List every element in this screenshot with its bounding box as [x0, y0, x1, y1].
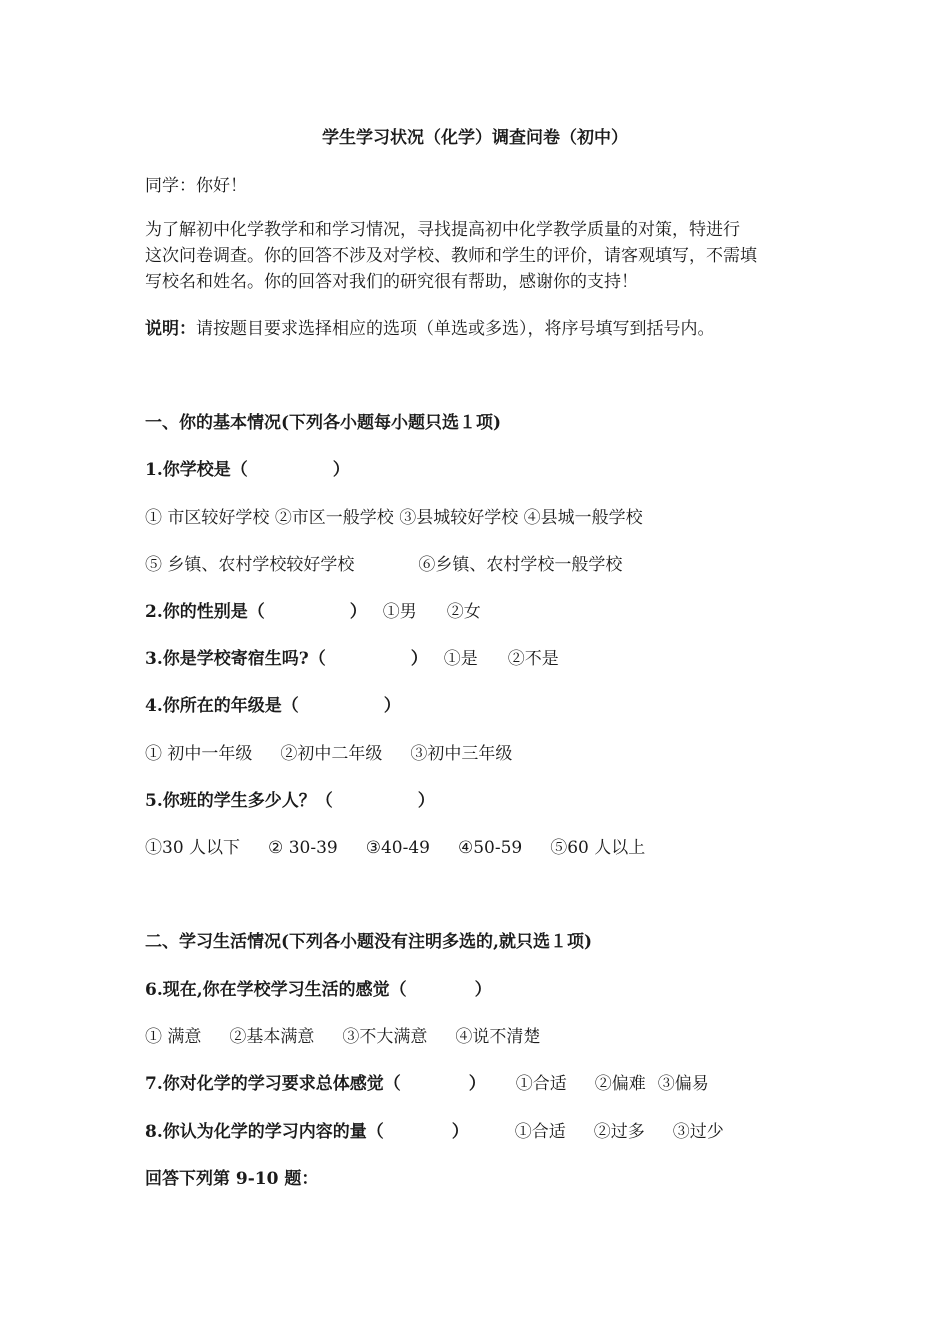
- q6-option-1: ① 满意: [145, 1027, 202, 1047]
- question-6-options: [145, 1025, 540, 1049]
- q5-option-5: ⑤60 人以上: [550, 838, 646, 858]
- q7-option-1: ①合适: [515, 1074, 567, 1094]
- q5-option-1: ①30 人以下: [145, 838, 241, 858]
- q5-option-2: ② 30-39: [268, 838, 338, 858]
- q6-option-3: ③不大满意: [342, 1027, 428, 1047]
- q1-option-1: ① 市区较好学校: [145, 508, 270, 528]
- q6-option-2: ②基本满意: [229, 1027, 315, 1047]
- q8-option-1: ①合适: [514, 1122, 566, 1142]
- question-4-options: [145, 742, 512, 766]
- question-1-options-row-1: [145, 506, 643, 530]
- q4-option-1: ① 初中一年级: [145, 744, 253, 764]
- intro-line-2: 这次问卷调查。你的回答不涉及对学校、教师和学生的评价，请客观填写，不需填: [145, 246, 757, 266]
- question-7-row: [145, 1072, 709, 1096]
- q1-option-3: ③县城较好学校: [399, 508, 519, 528]
- document-title: 学生学习状况（化学）调查问卷（初中）: [322, 128, 628, 148]
- q2-option-1: ①男: [382, 602, 417, 622]
- greeting: 同学：你好！: [145, 176, 247, 196]
- question-4: 4.你所在的年级是（ ）: [145, 696, 401, 716]
- question-8: 8.你认为化学的学习内容的量（ ）: [145, 1122, 469, 1142]
- q1-option-6: ⑥乡镇、农村学校一般学校: [418, 555, 623, 575]
- instructions-text: 请按题目要求选择相应的选项（单选或多选），将序号填写到括号内。: [196, 319, 715, 339]
- question-2: 2.你的性别是（ ）: [145, 602, 367, 622]
- question-1: 1.你学校是（ ）: [145, 460, 350, 480]
- question-1-options-row-2: [145, 553, 622, 577]
- q4-option-3: ③初中三年级: [410, 744, 513, 764]
- question-3-row: [145, 647, 559, 671]
- question-5-options: [145, 836, 645, 860]
- q4-option-2: ②初中二年级: [280, 744, 383, 764]
- q8-option-2: ②过多: [593, 1122, 645, 1142]
- intro-line-1: 为了解初中化学教学和和学习情况，寻找提高初中化学教学质量的对策，特进行: [145, 220, 740, 240]
- q8-option-3: ③过少: [672, 1122, 724, 1142]
- q5-option-4: ④50-59: [457, 838, 523, 858]
- intro-line-3: 写校名和姓名。你的回答对我们的研究很有帮助，感谢你的支持！: [145, 272, 638, 292]
- instructions-label: 说明：: [145, 319, 196, 339]
- q6-option-4: ④说不清楚: [455, 1027, 541, 1047]
- question-6: 6.现在,你在学校学习生活的感觉（ ）: [145, 980, 492, 1000]
- q1-option-2: ②市区一般学校: [274, 508, 394, 528]
- q2-option-2: ②女: [446, 602, 481, 622]
- q5-option-3: ③40-49: [365, 838, 430, 858]
- question-5: 5.你班的学生多少人？（ ）: [145, 791, 435, 811]
- question-2-row: [145, 600, 481, 624]
- q7-option-3: ③偏易: [657, 1074, 709, 1094]
- section-1-heading: 一、你的基本情况(下列各小题每小题只选１项): [145, 413, 502, 433]
- q3-option-1: ①是: [443, 649, 478, 669]
- question-7: 7.你对化学的学习要求总体感觉（ ）: [145, 1074, 486, 1094]
- question-8-row: [145, 1120, 724, 1144]
- section-2-heading: 二、学习生活情况(下列各小题没有注明多选的,就只选１项): [145, 932, 593, 952]
- q3-option-2: ②不是: [507, 649, 559, 669]
- questions-9-10-intro: 回答下列第 9-10 题：: [145, 1169, 319, 1189]
- instructions: [145, 317, 715, 341]
- question-3: 3.你是学校寄宿生吗?（ ）: [145, 649, 428, 669]
- q1-option-4: ④县城一般学校: [523, 508, 643, 528]
- q1-option-5: ⑤ 乡镇、农村学校较好学校: [145, 555, 355, 575]
- q7-option-2: ②偏难: [594, 1074, 646, 1094]
